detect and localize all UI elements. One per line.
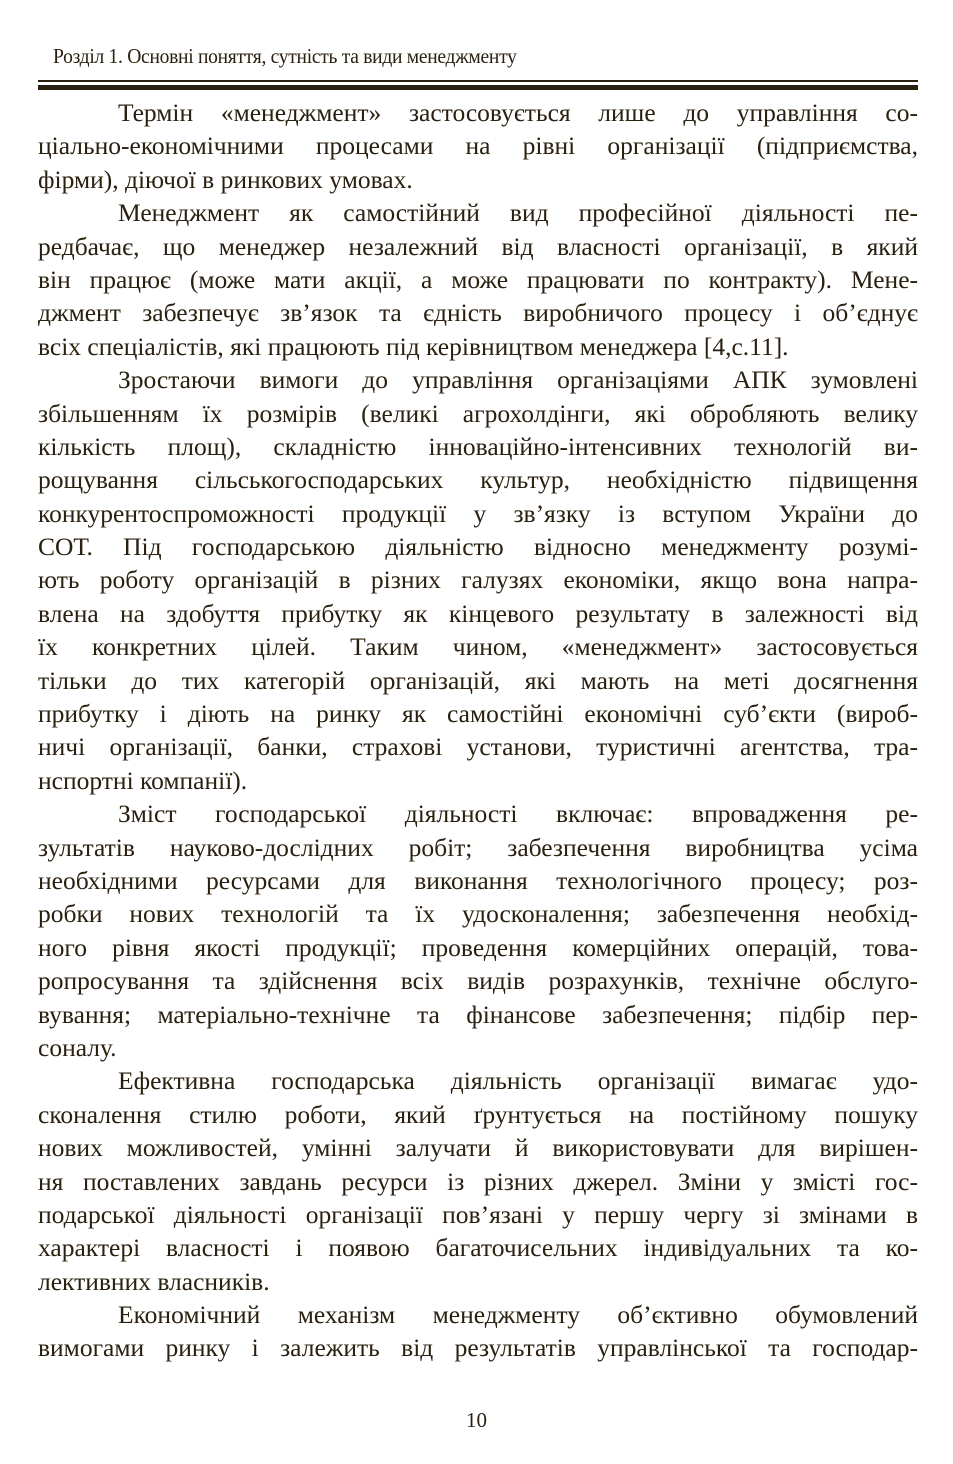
text-line: ного рівня якості продукції; проведення комерційних операцій, това- <box>38 932 918 962</box>
text-line: прибутку і діють на ринку як самостійні економічні суб’єкти (вироб- <box>38 699 918 729</box>
text-line: влена на здобуття прибутку як кінцевого результату в залежності від <box>38 598 918 628</box>
text-line: їх конкретних цілей. Таким чином, «менеджмент» застосовується <box>38 632 918 662</box>
text-line: вування; матеріально-технічне та фінансове забезпечення; підбір пер- <box>38 999 918 1029</box>
paragraph <box>38 1298 918 1365</box>
text-line: подарської діяльності організації пов’язані у першу чергу зі змінами в <box>38 1199 918 1229</box>
text-line: нспортні компанії). <box>38 765 248 795</box>
paragraph <box>38 363 918 797</box>
text-line: ропросування та здійснення всіх видів розрахунків, технічне обслуго- <box>38 966 918 996</box>
text-line: ціально-економічними процесами на рівні організації (підприємства, <box>38 131 918 161</box>
text-line: Економічний механізм менеджменту об’єктивно обумовлений <box>118 1300 918 1330</box>
text-line: ничі організації, банки, страхові установи, туристичні агентства, тра- <box>38 732 918 762</box>
text-line: соналу. <box>38 1032 117 1062</box>
text-line: лективних власників. <box>38 1266 270 1296</box>
running-header: Розділ 1. Основні поняття, сутність та види менеджменту <box>53 44 517 68</box>
text-line: сконалення стилю роботи, який ґрунтується на постійному пошуку <box>38 1099 918 1129</box>
paragraph <box>38 797 918 1064</box>
paragraph <box>38 196 918 363</box>
text-line: кількість площ), складністю інноваційно-інтенсивних технологій ви- <box>38 431 918 461</box>
text-line: вимогами ринку і залежить від результатів управлінської та господар- <box>38 1333 918 1363</box>
text-line: ють роботу організацій в різних галузях економіки, якщо вона напра- <box>38 565 918 595</box>
header-rule-thick <box>38 85 918 90</box>
text-line: рощування сільськогосподарських культур, необхідністю підвищення <box>38 465 918 495</box>
text-line: СОТ. Під господарською діяльністю відносно менеджменту розумі- <box>38 532 918 562</box>
paragraph <box>38 1064 918 1298</box>
text-line: ня поставлених завдань ресурси із різних джерел. Зміни у змісті гос- <box>38 1166 918 1196</box>
text-line: Ефективна господарська діяльність організації вимагає удо- <box>118 1066 918 1096</box>
text-line: Менеджмент як самостійний вид професійної діяльності пе- <box>118 198 918 228</box>
text-line: тільки до тих категорій організацій, які мають на меті досягнення <box>38 665 918 695</box>
text-line: джмент забезпечує зв’язок та єдність виробничого процесу і об’єднує <box>38 298 918 328</box>
text-line: Зростаючи вимоги до управління організаціями АПК зумовлені <box>118 365 918 395</box>
page-number: 10 <box>466 1408 487 1432</box>
paragraph <box>38 96 918 196</box>
text-line: редбачає, що менеджер незалежний від власності організації, в який <box>38 231 918 261</box>
text-line: зультатів науково-дослідних робіт; забезпечення виробництва усіма <box>38 832 918 862</box>
text-line: необхідними ресурсами для виконання технологічного процесу; роз- <box>38 865 918 895</box>
text-line: Термін «менеджмент» застосовується лише до управління со- <box>118 98 918 127</box>
text-line: всіх спеціалістів, які працюють під керівництвом менеджера [4,с.11]. <box>38 331 789 361</box>
text-line: він працює (може мати акції, а може працювати по контракту). Мене- <box>38 264 918 294</box>
text-line: робки нових технологій та їх удосконалення; забезпечення необхід- <box>38 899 918 929</box>
body-text <box>38 96 918 1365</box>
text-line: збільшенням їх розмірів (великі агрохолдінги, які обробляють велику <box>38 398 918 428</box>
header-rule-thin <box>38 80 918 82</box>
text-line: конкурентоспроможності продукції у зв’язку із вступом України до <box>38 498 918 528</box>
text-line: Зміст господарської діяльності включає: впровадження ре- <box>118 799 918 829</box>
text-line: нових можливостей, умінні залучати й використовувати для вирішен- <box>38 1133 918 1163</box>
text-line: характері власності і появою багаточисельних індивідуальних та ко- <box>38 1233 918 1263</box>
text-line: фірми), діючої в ринкових умовах. <box>38 164 413 194</box>
